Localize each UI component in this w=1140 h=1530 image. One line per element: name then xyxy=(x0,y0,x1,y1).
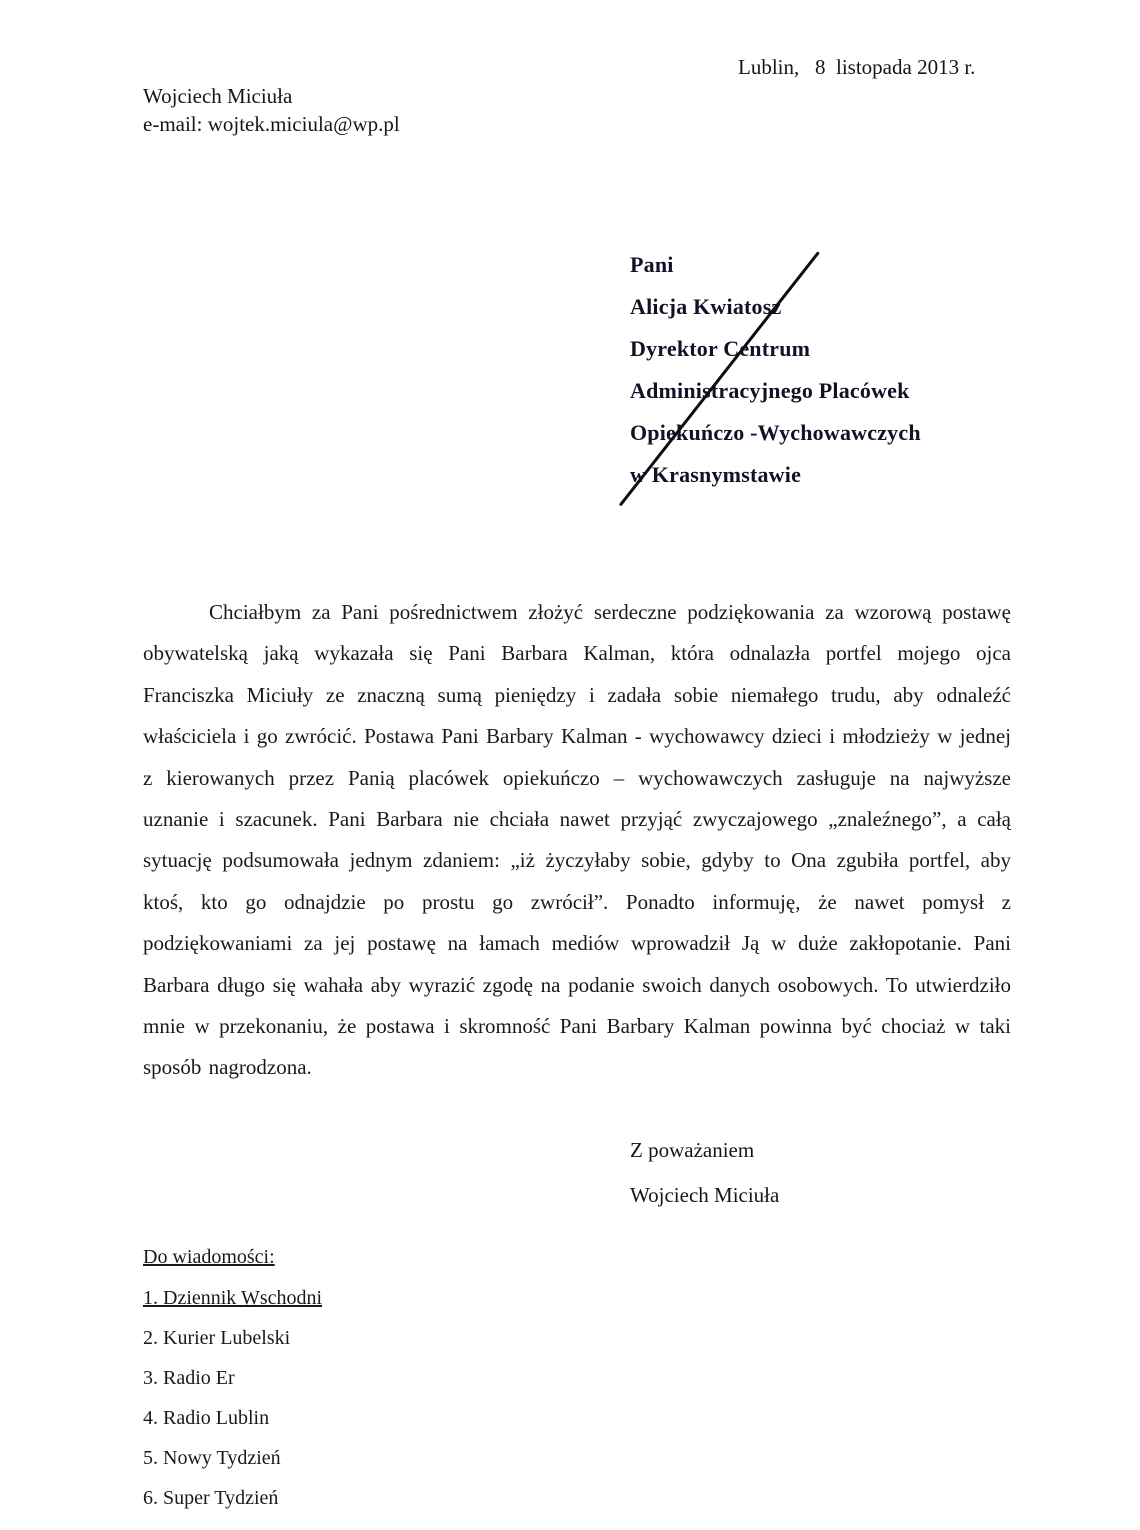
body-paragraph: Chciałbym za Pani pośrednictwem złożyć serdeczne podziękowania za wzorową postawę obywatelską jaką wykazała się Pani Barbara Kalman, która odnalazła portfel mojego ojca Franciszka Miciuły ze znaczną sumą pieniędzy i zadała sobie niemałego trudu, aby odnaleźć właściciela i go zwrócić. Postawa Pani Barbary Kalman - wychowawcy dzieci i młodzieży w jednej z kierowanych przez Panią placówek opiekuńczo – wychowawczych zasługuje na najwyższe uznanie i szacunek. Pani Barbara nie chciała nawet przyjąć zwyczajowego „znaleźnego”, a całą sytuację podsumowała jednym zdaniem: „iż życzyłaby sobie, gdyby to Ona zgubiła portfel, aby ktoś, kto go odnajdzie po prostu go zwrócił”. Ponadto informuję, że nawet pomysł z podziękowaniami za jej postawę na łamach mediów wprowadził Ją w duże zakłopotanie. Pani Barbara długo się wahała aby wyrazić zgodę na podanie swoich danych osobowych. To utwierdziło mnie w przekonaniu, że postawa i skromność Pani Barbary Kalman powinna być chociaż w taki sposób nagrodzona. xyxy=(143,600,1011,1080)
recipient-line-city: w Krasnymstawie xyxy=(630,462,802,487)
cc-item-radio-lublin: 4. Radio Lublin xyxy=(143,1407,270,1429)
cc-item-radio-er: 3. Radio Er xyxy=(143,1367,235,1389)
cc-item-nowy-tydzien: 5. Nowy Tydzień xyxy=(143,1447,281,1469)
closing-salutation: Z poważaniem xyxy=(630,1138,755,1162)
recipient-line-org-1: Administracyjnego Placówek xyxy=(630,378,910,403)
cc-item-dziennik-wschodni: 1. Dziennik Wschodni xyxy=(143,1287,323,1309)
cc-heading: Do wiadomości: xyxy=(143,1246,275,1268)
cc-block xyxy=(143,1246,322,1527)
sender-email: e-mail: wojtek.miciula@wp.pl xyxy=(143,112,400,136)
date-line: Lublin, 8 listopada 2013 r. xyxy=(738,55,976,79)
recipient-line-title: Dyrektor Centrum xyxy=(630,336,811,361)
cc-item-super-tydzien: 6. Super Tydzień xyxy=(143,1487,279,1509)
sender-block xyxy=(143,82,400,138)
closing-block xyxy=(630,1128,779,1218)
recipient-line-salutation: Pani xyxy=(630,252,674,277)
cc-item-kurier-lubelski: 2. Kurier Lubelski xyxy=(143,1327,291,1349)
signature-name: Wojciech Miciuła xyxy=(630,1183,780,1207)
recipient-line-name: Alicja Kwiatosz xyxy=(630,294,782,319)
recipient-line-org-2: Opiekuńczo -Wychowawczych xyxy=(630,420,921,445)
recipient-block xyxy=(630,244,921,496)
sender-name: Wojciech Miciuła xyxy=(143,84,293,108)
